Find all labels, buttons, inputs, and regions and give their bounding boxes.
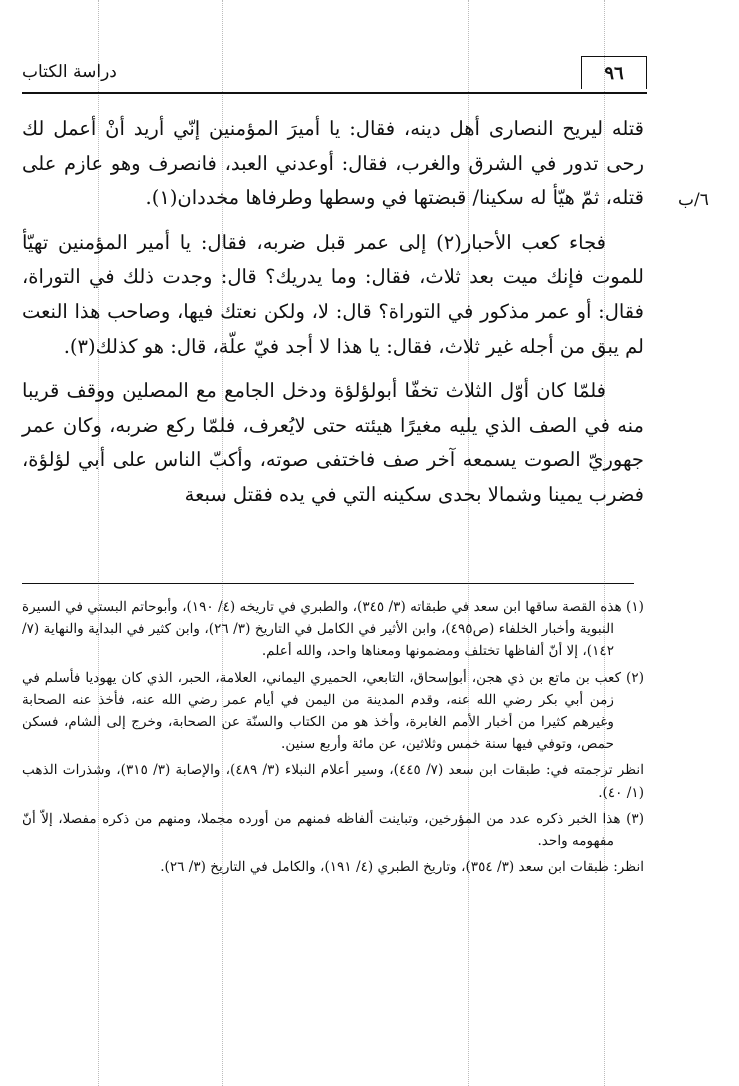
main-text xyxy=(22,112,644,523)
footnote-reference: انظر: طبقات ابن سعد (٣/ ٣٥٤)، وتاريخ الطبري (٤/ ١٩١)، والكامل في التاريخ (٣/ ٢٦). xyxy=(160,859,644,876)
paragraph: قتله ليريح النصارى أهل دينه، فقال: يا أميرَ المؤمنين إنّي أريد أنْ أعمل لك رحى تدور في الشرق والغرب، فقال: أوعدني العبد، فانصرف وهو عازم على قتله، ثمّ هيّأ له سكينا/ قبضتها في وسطها وطرفاها مخددان(١). xyxy=(22,117,644,210)
footnote: (٣) هذا الخبر ذكره عدد من المؤرخين، وتباينت ألفاظه فمنهم من أورده مجملا، ومنهم من ذكره مفصلا، إلاّ أنّ مفهومه واحد. xyxy=(22,810,644,850)
footnote-reference: انظر ترجمته في: طبقات ابن سعد (٧/ ٤٤٥)، وسير أعلام النبلاء (٣/ ٤٨٩)، والإصابة (٣/ ٣١٥)، وشذرات الذهب (١/ ٤٠). xyxy=(22,762,644,801)
page-header xyxy=(22,58,647,94)
page-number: ٩٦ xyxy=(581,56,647,89)
footnotes xyxy=(22,596,644,882)
paragraph: فجاء كعب الأحبار(٢) إلى عمر قبل ضربه، فقال: يا أمير المؤمنين تهيّأ للموت فإنك ميت بعد ثلاث، فقال: وما يدريك؟ قال: وجدت ذلك في التوراة، فقال: أو عمر مذكور في التوراة؟ قال: لا، ولكن نعتك فيها، وصاحب هذا النعت لم يبق من أجله غير ثلاث، فقال: يا هذا لا أجد فيّ علّة، قال: هو كذلك(٣). xyxy=(22,230,644,358)
footnote-separator xyxy=(22,583,634,584)
footnote: (١) هذه القصة ساقها ابن سعد في طبقاته (٣/ ٣٤٥)، والطبري في تاريخه (٤/ ١٩٠)، وأبوحاتم البستي في السيرة النبوية وأخبار الخلفاء (ص٤٩٥)، وابن الأثير في الكامل في التاريخ (٣/ ٢٦)، وابن كثير في البداية والنهاية (٧/ ١٤٢)، إلا أنّ ألفاظها تختلف ومضمونها ومعناها واحد، والله أعلم. xyxy=(22,599,644,660)
paragraph: فلمّا كان أوّل الثلاث تخفّا أبولؤلؤة ودخل الجامع مع المصلين ووقف قريبا منه في الصف الذي يليه مغيرًا هيئته حتى لايُعرف، فلمّا ركع ضربه، وكان عمر جهوريّ الصوت يسمعه آخر صف فاختفى صوته، وأكبّ الناس على أبي لؤلؤة، فضرب يمينا وشمالا بحدى سكينه التي في يده فقتل سبعة xyxy=(22,379,644,506)
footnote: (٢) كعب بن ماتع بن ذي هجن، أبوإسحاق، التابعي، الحميري اليماني، العلامة، الحبر، الذي كان يهوديا فأسلم في زمن أبي بكر رضي الله عنه، وقدم المدينة من اليمن في أيام عمر رضي الله عنه، فأخذ عنه الصحابة وغيرهم كثيرا من أخبار الأمم الغابرة، وأخذ هو من الكتاب والسنّة عن الصحابة، وخرج إلى الشام، فسكن حمص، وتوفي فيها سنة خمس وثلاثين، عن مائة وأربع سنين. xyxy=(22,669,644,753)
manuscript-folio-marker: ٦/ب xyxy=(678,190,709,210)
running-title: دراسة الكتاب xyxy=(22,62,117,82)
